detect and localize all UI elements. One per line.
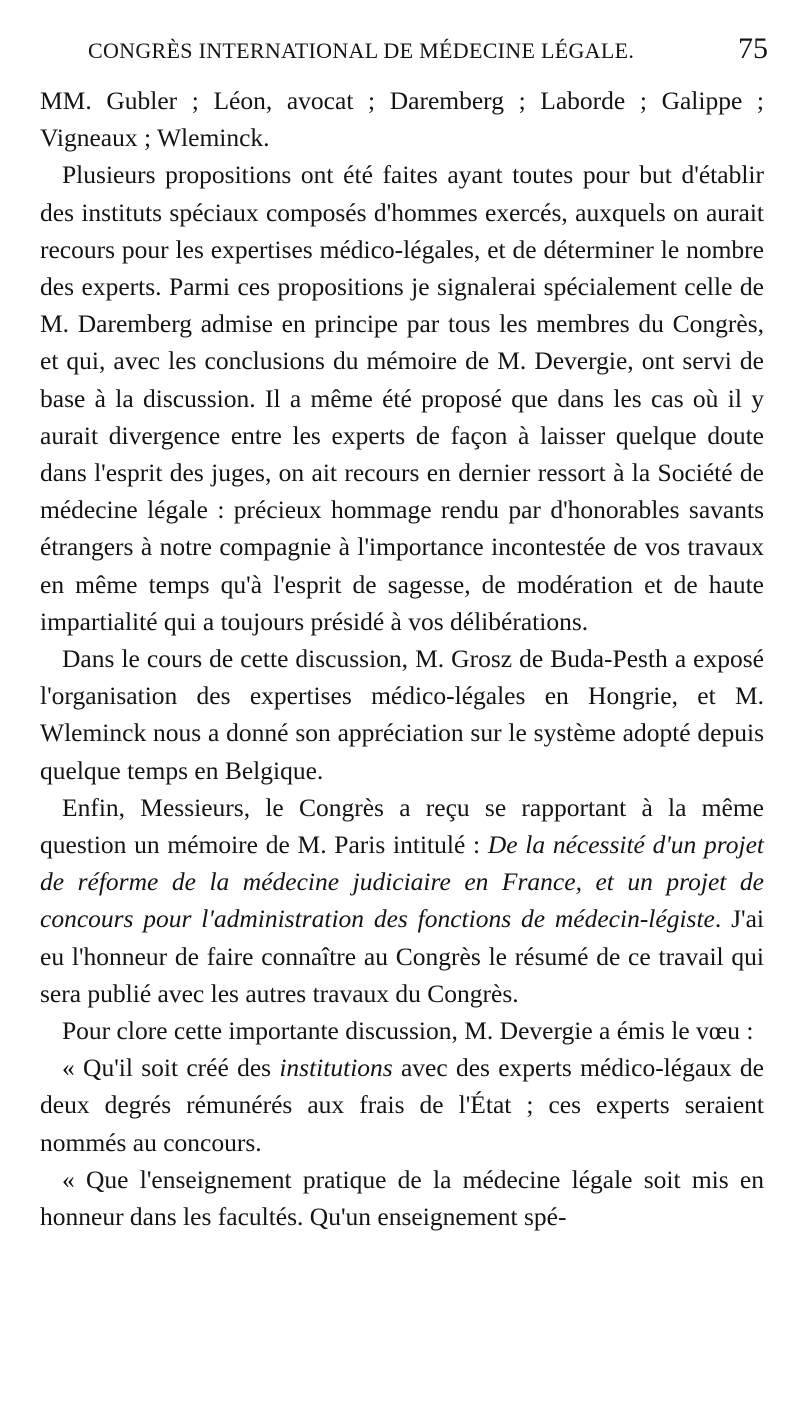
memoire-title: De la nécessité d'un projet de réforme de la médecine judiciaire en France, et un projet de concours pour l'administration des fonctions de médecin-légiste <box>40 830 764 934</box>
page-number: 75 <box>738 32 768 65</box>
paragraph-propositions <box>40 156 764 640</box>
text-segment: . J'ai eu l'honneur de faire connaître au Congrès le résumé de ce travail qui sera publié avec les autres travaux du Congrès. <box>40 904 765 1008</box>
text-segment: « Que l'enseignement pratique de la médecine légale soit mis en honneur dans les facultés. Qu'un enseignement spé- <box>40 1164 764 1232</box>
text-segment: Enfin, Messieurs, le Congrès a reçu se rapportant à la même question un mémoire de M. Paris intitulé : <box>40 792 764 860</box>
body-text <box>40 82 764 1235</box>
paragraph-memoire-paris <box>40 789 764 1012</box>
text-segment: MM. Gubler ; Léon, avocat ; Daremberg ; Laborde ; Galippe ; Vigneaux ; Wleminck. <box>40 86 764 153</box>
text-segment: avec des experts médico-légaux de deux degrés rémunérés aux frais de l'État ; ces experts seraient nommés au concours. <box>40 1053 764 1157</box>
text-segment: Pour clore cette importante discussion, M. Devergie a émis le vœu : <box>62 1016 754 1046</box>
paragraph-discussion <box>40 640 764 789</box>
paragraph-voeu-enseignement <box>40 1161 764 1235</box>
running-title: CONGRÈS INTERNATIONAL DE MÉDECINE LÉGALE. <box>88 38 635 63</box>
paragraph-attendees <box>40 82 764 156</box>
text-segment: Plusieurs propositions ont été faites ayant toutes pour but d'établir des instituts spéciaux composés d'hommes exercés, auxquels on aurait recours pour les expertises médico-légales, et de déterminer le nombre des experts. Parmi ces propositions je signalerai spécialement celle de M. Daremberg admise en principe par tous les membres du Congrès, et qui, avec les conclusions du mémoire de M. Devergie, ont servi de base à la discussion. Il a même été proposé que dans les cas où il y aurait divergence entre les experts de façon à laisser quelque doute dans l'esprit des juges, on ait recours en dernier ressort à la Société de médecine légale : précieux hommage rendu par d'honorables savants étrangers à notre compagnie à l'importance incontestée de vos travaux en même temps qu'à l'esprit de sagesse, de modération et de haute impartialité qui a toujours présidé à vos délibérations. <box>40 160 764 636</box>
text-segment: Dans le cours de cette discussion, M. Grosz de Buda-Pesth a exposé l'organisation des expertises médico-légales en Hongrie, et M. Wleminck nous a donné son appréciation sur le système adopté depuis quelque temps en Belgique. <box>40 644 764 785</box>
paragraph-voeu-institutions <box>40 1049 764 1161</box>
text-segment: « Qu'il soit créé des <box>62 1053 280 1083</box>
paragraph-voeu-intro <box>40 1012 764 1049</box>
page-header <box>0 32 800 72</box>
emphasis-institutions: institutions <box>279 1053 393 1083</box>
